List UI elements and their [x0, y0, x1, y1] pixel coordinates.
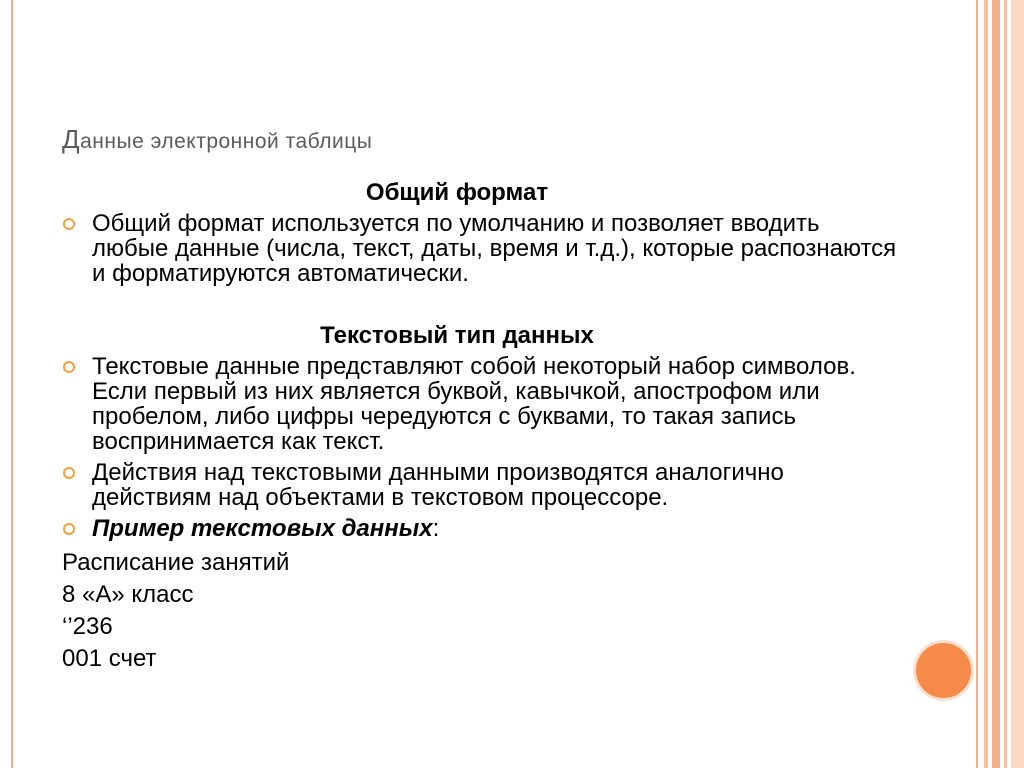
slide-content	[62, 180, 902, 675]
title-initial: Д	[62, 124, 81, 154]
bullet-text: Общий формат используется по умолчанию и позволяет вводить любые данные (числа, текст, даты, время и т.д.), которые распознаются и форматируются автоматически.	[92, 210, 897, 287]
stripe	[992, 0, 1000, 768]
bullet-item	[62, 516, 902, 541]
slide-title	[62, 124, 372, 155]
stripe	[1004, 0, 1007, 768]
circle-bullet-icon	[63, 523, 75, 535]
circle-bullet-icon	[63, 218, 75, 230]
bullet-item	[62, 354, 902, 454]
orange-circle-decoration	[913, 640, 974, 701]
example-line: 001 счет	[62, 645, 157, 672]
example-line: ‘’236	[62, 613, 113, 640]
bullet-item	[62, 460, 902, 510]
bullet-item	[62, 211, 902, 286]
example-line: Расписание занятий	[62, 549, 290, 576]
section-heading-general-format: Общий формат	[365, 179, 549, 206]
bullet-text: Текстовые данные представляют собой некоторый набор символов. Если первый из них является буквой, кавычкой, апострофом или пробелом, либо цифры чередуются с буквами, то такая запись воспринимается как текст.	[92, 353, 856, 455]
example-label: Пример текстовых данных	[92, 515, 433, 542]
example-colon: :	[432, 515, 440, 542]
stripe	[984, 0, 988, 768]
circle-bullet-icon	[63, 467, 75, 479]
title-rest: анные электронной таблицы	[80, 130, 373, 153]
circle-bullet-icon	[63, 361, 75, 373]
stripe	[1011, 0, 1024, 768]
decorative-stripes	[980, 0, 1024, 768]
section-heading-text-type: Текстовый тип данных	[320, 322, 594, 349]
example-line: 8 «А» класс	[62, 581, 194, 608]
bullet-text: Действия над текстовыми данными производятся аналогично действиям над объектами в текстовом процессоре.	[92, 459, 784, 511]
